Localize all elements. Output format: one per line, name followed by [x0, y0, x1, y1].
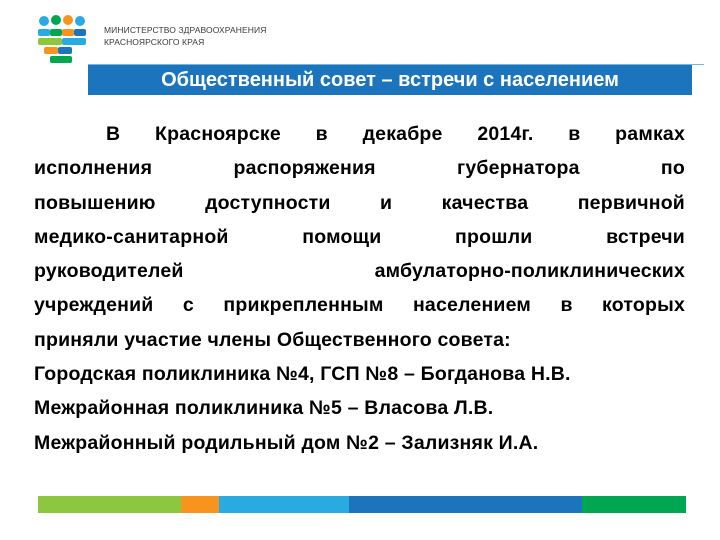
paragraph-line: учреждений с прикрепленным населением в которых: [34, 294, 685, 317]
org-line-1: МИНИСТЕРСТВО ЗДРАВООХРАНЕНИЯ: [104, 25, 267, 35]
paragraph-line: исполнения распоряжения губернатора по: [34, 157, 685, 180]
bottom-bar-segment: [181, 496, 220, 513]
paragraph-line: В Красноярске в декабре 2014г. в рамках: [106, 123, 685, 145]
bottom-bar-segment: [349, 496, 582, 513]
participant-item: Городская поликлиника №4, ГСП №8 – Богданова Н.В.: [34, 363, 571, 386]
participant-item: Межрайонная поликлиника №5 – Власова Л.В.: [34, 397, 494, 420]
ministry-logo-icon: [36, 14, 88, 66]
paragraph-line: повышению доступности и качества первичной: [34, 191, 685, 214]
participant-item: Межрайонный родильный дом №2 – Зализняк И.А.: [34, 431, 539, 454]
organization-name: [104, 24, 266, 48]
bottom-bar-segment: [582, 496, 686, 513]
slide-title: Общественный совет – встречи с населением: [88, 65, 692, 95]
paragraph-line: руководителей амбулаторно-поликлинических: [34, 260, 685, 283]
bottom-bar-segment: [219, 496, 349, 513]
bottom-color-bar: [38, 496, 686, 513]
bottom-bar-segment: [38, 496, 181, 513]
paragraph-line: приняли участие члены Общественного совета:: [34, 328, 511, 351]
paragraph-line: медико-санитарной помощи прошли встречи: [34, 225, 685, 248]
org-line-2: КРАСНОЯРСКОГО КРАЯ: [104, 37, 205, 47]
slide-body: [34, 117, 685, 460]
